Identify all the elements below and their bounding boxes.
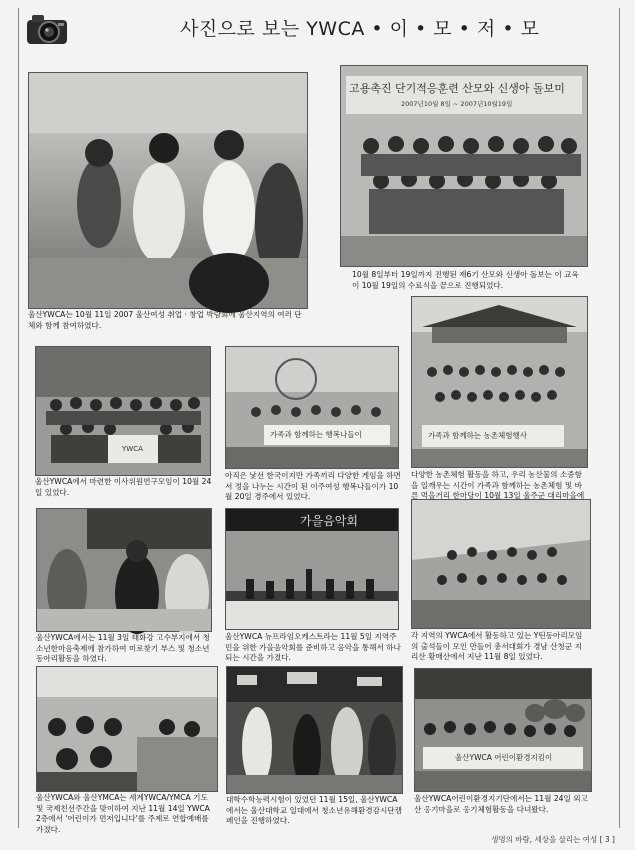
photo-expo xyxy=(28,72,308,309)
page-footer xyxy=(491,834,615,845)
photo-environment-group xyxy=(414,668,592,792)
photo-youth-festival xyxy=(36,508,212,632)
photo-farm-experience xyxy=(411,296,588,468)
caption-postpartum-training: 10월 8일부터 19일까지 진행된 제6기 산모와 신생아 돌보는 이 교육이 10월 19일의 수료식을 끝으로 진행되었다. xyxy=(352,270,579,290)
banner-autumn-concert: 가을음악회 xyxy=(300,514,358,528)
page-header xyxy=(20,8,616,50)
caption-stairs-group: 각 지역의 YWCA에서 활동하고 있는 Y틴동아리모임의 출석들이 모인 만들어 총서대회가 경남 산청군 지리산 황매산에서 지난 11월 8일 있었다. xyxy=(411,631,583,661)
photo-street-campaign xyxy=(226,666,403,794)
caption-environment-group: 울산YWCA어린이환경지기단에서는 11월 24일 외고산 옹기마을로 옹기체험활동을 다녀왔다. xyxy=(414,794,588,814)
photo-autumn-concert xyxy=(225,508,399,630)
caption-street-campaign: 대학수학능력시험이 있었던 11월 15일, 울산YWCA에서는 울산대학교 일대에서 청소년유해환경감시단캠페인을 진행하였다. xyxy=(226,795,402,825)
banner-environment: 울산YWCA 어린이환경지킴이 xyxy=(455,753,553,762)
caption-family-outing: 아직은 낯선 한국이지만 가족끼리 다양한 게임을 하면서 정을 나누는 시간이 된 이주여성 행복나들이가 10월 20일 경주에서 있었다. xyxy=(225,471,401,501)
page-title: 사진으로 보는 YWCA • 이 • 모 • 저 • 모 xyxy=(180,18,540,40)
caption-seminar: 울산YWCA와 울산YMCA는 세계YWCA/YMCA 기도 및 국제친선주간을 맞이하여 지난 11월 14일 YWCA 2층에서 '어린이가 먼저입니다'를 주제로 연합예배를 가졌다. xyxy=(36,793,210,834)
photo-seminar xyxy=(36,666,218,792)
sign-ywca: YWCA xyxy=(122,445,143,453)
caption-autumn-concert: 울산YWCA 뉴프라임오케스트라는 11월 5일 지역주민을 위한 가을음악회를 준비하고 음악을 통해서 하나되는 시간을 가졌다. xyxy=(225,632,401,662)
photo-garden-group xyxy=(35,346,211,476)
banner-farm-experience: 가족과 함께하는 농촌체험행사 xyxy=(428,431,527,440)
banner-postpartum: 고용촉진 단기적응훈련 산모와 신생아 돌보미 xyxy=(349,82,565,95)
footer-slogan: 생명의 바람, 세상을 살리는 여성 xyxy=(491,835,598,844)
caption-youth-festival: 울산YWCA에서는 11월 3일 태화강 고수부지에서 청소년한마음축제에 참가하여 미로찾기 부스 및 청소년동아리활동을 하였다. xyxy=(36,633,210,663)
banner-postpartum-dates: 2007년10월 8일 ~ 2007년10월19일 xyxy=(401,100,513,108)
photo-postpartum-training xyxy=(340,65,588,267)
photo-stairs-group xyxy=(411,499,591,629)
caption-garden-group: 울산YWCA에서 마련한 이사위원연구모임이 10월 24일 있었다. xyxy=(35,477,212,497)
caption-expo: 울산YWCA는 10월 11일 2007 울산여성 취업 · 창업 박람회에 울산지역의 여러 단체와 함께 참여하였다. xyxy=(28,310,302,330)
banner-family-outing: 가족과 함께하는 행복나들이 xyxy=(270,430,362,439)
photo-family-outing xyxy=(225,346,399,469)
page-number: [ 3 ] xyxy=(599,835,615,844)
caption-farm-experience: 다양한 농촌체험 활동을 하고, 우리 농산물의 소중함을 일깨우는 시간이 가족과 함께하는 농촌체험 및 바른 먹을거리 한마당이 10월 13일 울주군 대리마을에 xyxy=(411,470,585,500)
camera-icon xyxy=(24,10,70,48)
